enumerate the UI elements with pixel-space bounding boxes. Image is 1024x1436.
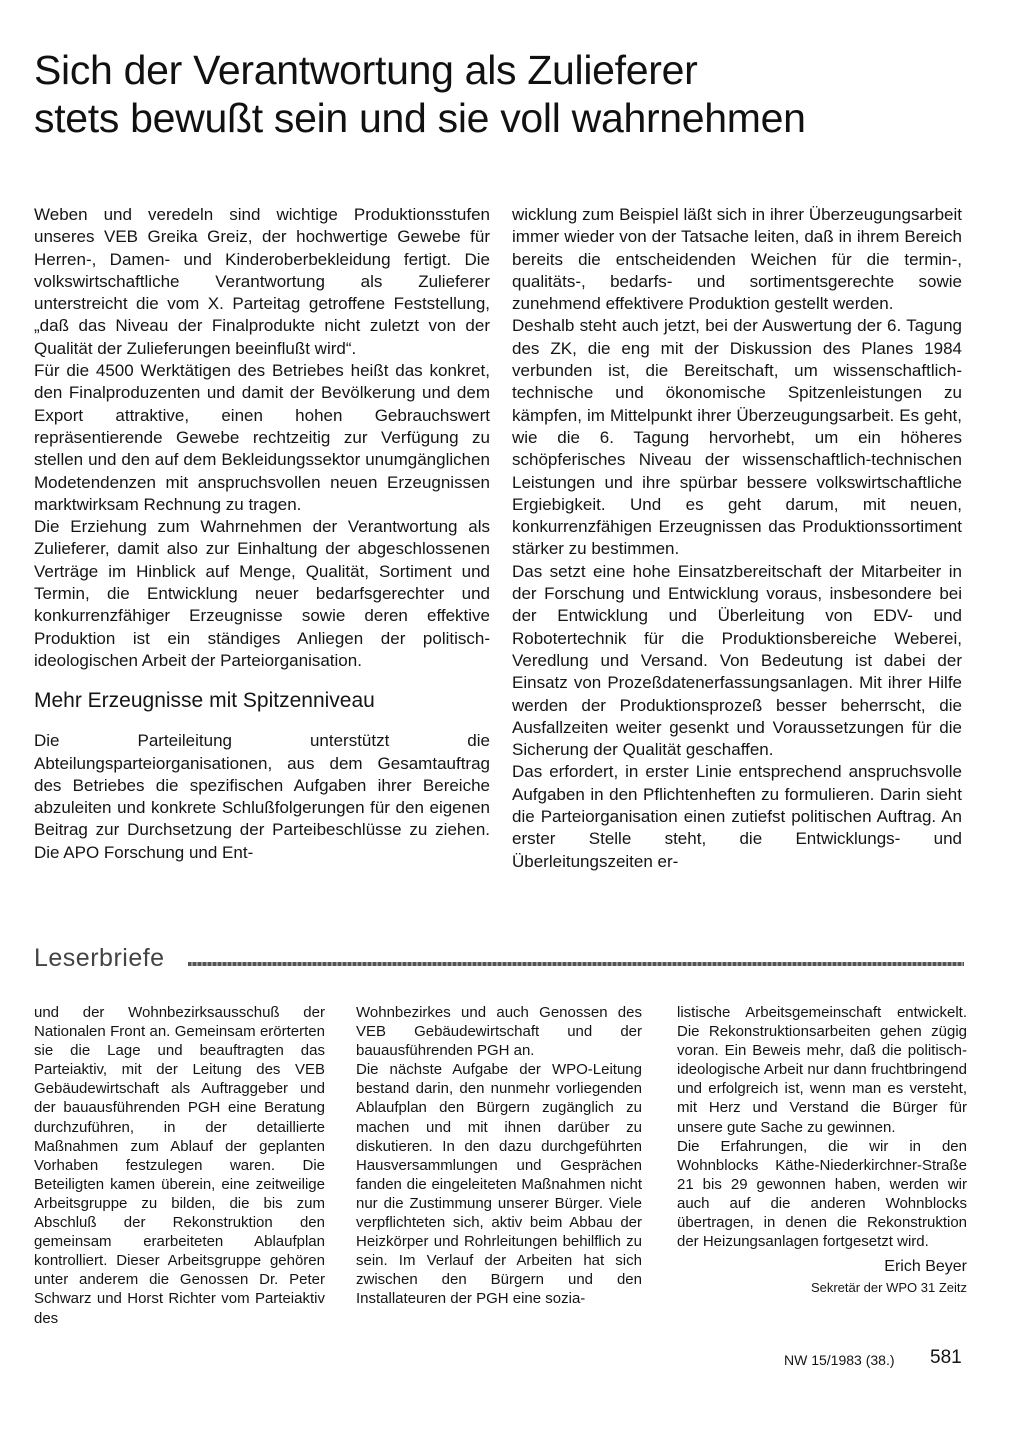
letters-column-3 bbox=[677, 1003, 967, 1297]
letter-paragraph: und der Wohnbezirksausschuß der Nationalen Front an. Gemeinsam erörterten sie die Lage und beauftragten das Parteiaktiv, mit der Leitung des VEB Gebäudewirtschaft als Auftraggeber und der bauausführenden PGH eine Beratung durchzuführen, in der detaillierte Maßnahmen zum Ablauf der geplanten Vorhaben festzulegen waren. Die Beteiligten kamen überein, eine zeitweilige Arbeitsgruppe zu bilden, die bis zum Abschluß der Rekonstruktion den gemeinsam erarbeiteten Ablaufplan kontrolliert. Dieser Arbeitsgruppe gehören unter anderem die Genossen Dr. Peter Schwarz und Horst Richter vom Parteiaktiv des bbox=[34, 1004, 325, 1327]
article-paragraph: Deshalb steht auch jetzt, bei der Auswertung der 6. Tagung des ZK, die eng mit der Diskussion des Planes 1984 verbunden ist, die Bereitschaft, um wissenschaftlich-technische und ökonomische Spitzenleistungen zu kämpfen, im Mittelpunkt ihrer Überzeugungsarbeit. Es geht, wie die 6. Tagung hervorhebt, um ein höheres schöpferisches Niveau der wissenschaftlich-technischen Leistungen und ihre spürbar bessere volkswirtschaftliche Ergiebigkeit. Und es geht darum, mit neuen, konkurrenzfähigen Erzeugnissen das Produktionssortiment stärker zu bestimmen. bbox=[512, 316, 962, 559]
letter-paragraph: Die Erfahrungen, die wir in den Wohnblocks Käthe-Niederkirchner-Straße 21 bis 29 gewonnen haben, werden wir auch auf die anderen Wohnblocks übertragen, in denen die Rekonstruktion der Heizungsanlagen fortgesetzt wird. bbox=[677, 1137, 967, 1251]
article-paragraph: Die Erziehung zum Wahrnehmen der Verantwortung als Zulieferer, damit also zur Einhaltung der abgeschlossenen Verträge im Hinblick auf Menge, Qualität, Sortiment und Termin, die Entwicklung neuer bedarfsgerechter und konkurrenzfähiger Erzeugnisse sowie deren effektive Produktion ist ein ständiges Anliegen der politisch-ideologischen Arbeit der Parteiorganisation. bbox=[34, 517, 490, 670]
article-subheading: Mehr Erzeugnisse mit Spitzenniveau bbox=[34, 689, 375, 713]
letters-column-1 bbox=[34, 1003, 325, 1328]
letters-column-2 bbox=[356, 1003, 642, 1309]
article-column-right bbox=[512, 204, 962, 873]
article-paragraph: Die Parteileitung unterstützt die Abteilungsparteiorganisationen, aus dem Gesamtauftrag des Betriebes die spezifischen Aufgaben ihrer Bereiche abzuleiten und konkrete Schlußfolgerungen für den eigenen Beitrag zur Durchsetzung der Parteibeschlüsse zu ziehen. Die APO Forschung und Ent- bbox=[34, 731, 490, 862]
section-divider bbox=[188, 962, 964, 966]
article-paragraph: Das setzt eine hohe Einsatzbereitschaft der Mitarbeiter in der Forschung und Entwicklung voraus, insbesondere bei der Entwicklung und Überleitung von EDV- und Robotertechnik für die Produktionsbereiche Weberei, Veredlung und Versand. Von Bedeutung ist dabei der Einsatz von Prozeßdatenerfassungsanlagen. Mit ihrer Hilfe werden der Produktionsprozeß besser beherrscht, die Ausfallzeiten weiter gesenkt und Voraussetzungen für die Sicherung der Qualität geschaffen. bbox=[512, 561, 962, 760]
headline-line-2: stets bewußt sein und sie voll wahrnehmen bbox=[34, 95, 806, 141]
letter-paragraph: Die nächste Aufgabe der WPO-Leitung bestand darin, den nunmehr vorliegenden Ablaufplan den Bürgern zugänglich zu machen und mit ihnen darüber zu diskutieren. In den dazu durchgeführten Hausversammlungen und Gesprächen fanden die eingeleiteten Maßnahmen nicht nur die Zustimmung unserer Bürger. Viele verpflichteten sich, aktiv beim Abbau der Heizkörper und Rohrleitungen behilflich zu sein. Im Verlauf der Arbeiten hat sich zwischen den Bürgern und den Installateuren der PGH eine sozia- bbox=[356, 1061, 642, 1308]
page-headline bbox=[34, 46, 994, 142]
issue-reference: NW 15/1983 (38.) bbox=[784, 1352, 895, 1368]
signature-name: Erich Beyer bbox=[884, 1258, 967, 1276]
section-header-leserbriefe bbox=[34, 944, 964, 974]
article-paragraph: Das erfordert, in erster Linie entsprechend anspruchsvolle Aufgaben in den Pflichtenheften zu formulieren. Darin sieht die Parteiorganisation einen zutiefst politischen Auftrag. An erster Stelle steht, die Entwicklungs- und Überleitungszeiten er- bbox=[512, 762, 962, 871]
section-title: Leserbriefe bbox=[34, 944, 165, 972]
letter-paragraph: listische Arbeitsgemeinschaft entwickelt. Die Rekonstruktionsarbeiten gehen zügig voran. Ein Beweis mehr, daß die politisch-ideologische Arbeit nur dann fruchtbringend und erfolgreich ist, wenn man es versteht, mit Herz und Verstand die Bürger für unsere gute Sache zu gewinnen. bbox=[677, 1004, 967, 1136]
letter-paragraph: Wohnbezirkes und auch Genossen des VEB Gebäudewirtschaft und der bauausführenden PGH an. bbox=[356, 1004, 642, 1060]
page-number: 581 bbox=[930, 1347, 962, 1368]
headline-line-1: Sich der Verantwortung als Zulieferer bbox=[34, 47, 698, 93]
article-paragraph: Weben und veredeln sind wichtige Produktionsstufen unseres VEB Greika Greiz, der hochwertige Gewebe für Herren-, Damen- und Kinderoberbekleidung fertigt. Die volkswirtschaftliche Verantwortung als Zulieferer unterstreicht die vom X. Parteitag getroffene Feststellung, „daß das Niveau der Finalprodukte nicht zuletzt von der Qualität der Zulieferungen beeinflußt wird“. bbox=[34, 205, 490, 358]
article-paragraph: wicklung zum Beispiel läßt sich in ihrer Überzeugungsarbeit immer wieder von der Tatsache leiten, daß in ihrem Bereich bereits die entscheidenden Weichen für die termin-, qualitäts-, bedarfs- und sortimentsgerechte sowie zunehmend effektivere Produktion gestellt werden. bbox=[512, 205, 962, 314]
signature-role: Sekretär der WPO 31 Zeitz bbox=[810, 1280, 967, 1296]
article-column-left bbox=[34, 204, 490, 864]
article-paragraph: Für die 4500 Werktätigen des Betriebes heißt das konkret, den Finalproduzenten und damit der Bevölkerung und dem Export attraktive, einen hohen Gebrauchswert repräsentierende Gewebe rechtzeitig zur Verfügung zu stellen und den auf dem Bekleidungssektor unumgänglichen Modetendenzen mit anspruchsvollen neuen Erzeugnissen marktwirksam Rechnung zu tragen. bbox=[34, 361, 490, 514]
